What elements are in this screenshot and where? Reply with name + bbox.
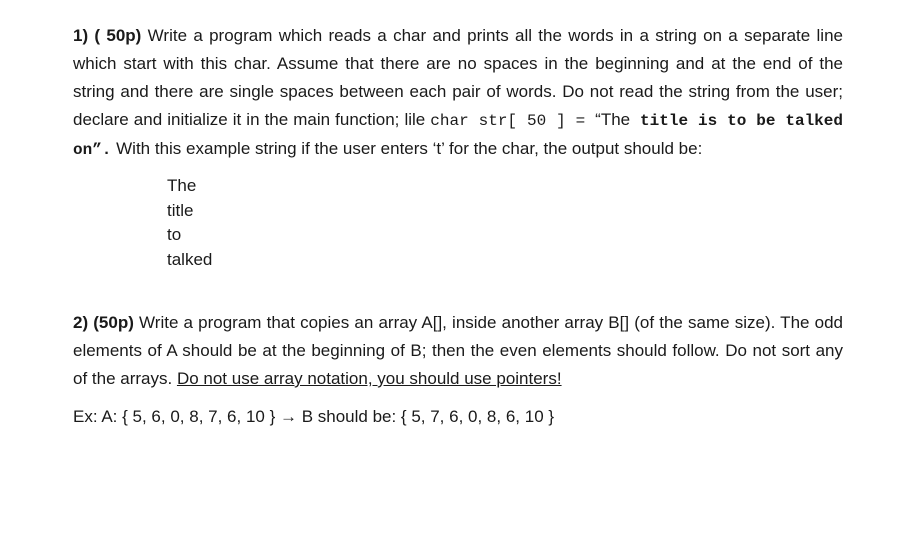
question-2-underlined-instruction: Do not use array notation, you should use pointers! — [176, 369, 562, 388]
output-line: talked — [167, 249, 213, 269]
output-line: title — [167, 200, 194, 220]
question-2-number: 2) (50p) — [73, 313, 134, 332]
question-2 — [73, 309, 843, 393]
question-2-example: Ex: A: { 5, 6, 0, 8, 7, 6, 10 } → B should be: { 5, 7, 6, 0, 8, 6, 10 } — [73, 407, 555, 426]
question-2-text: Write a program that copies an array A[], inside another array B[] (of the same size). The odd elements of A should be at the beginning of B; then the even elements should follow. Do not sort any of the arrays. — [73, 313, 843, 388]
expected-output-list — [73, 174, 843, 272]
question-1-code-string: title is to be talked on”. — [73, 112, 843, 159]
question-1-string-open: “The — [595, 110, 631, 129]
question-1-text-after: With this example string if the user enters ‘t’ for the char, the output should be: — [111, 139, 703, 158]
question-1-text: Write a program which reads a char and prints all the words in a string on a separate line which start with this char. Assume that there are no spaces in the beginning and at the end of the string and there are single spaces between each pair of words. Do not read the string from the user; declare and initialize it in the main function; lile — [73, 26, 843, 129]
question-1-code-declaration: char str[ 50 ] = — [430, 112, 596, 130]
output-line: to — [167, 225, 182, 244]
document-page — [73, 22, 843, 431]
question-1 — [73, 22, 843, 164]
question-1-number: 1) ( 50p) — [73, 26, 142, 45]
output-line: The — [167, 176, 197, 195]
